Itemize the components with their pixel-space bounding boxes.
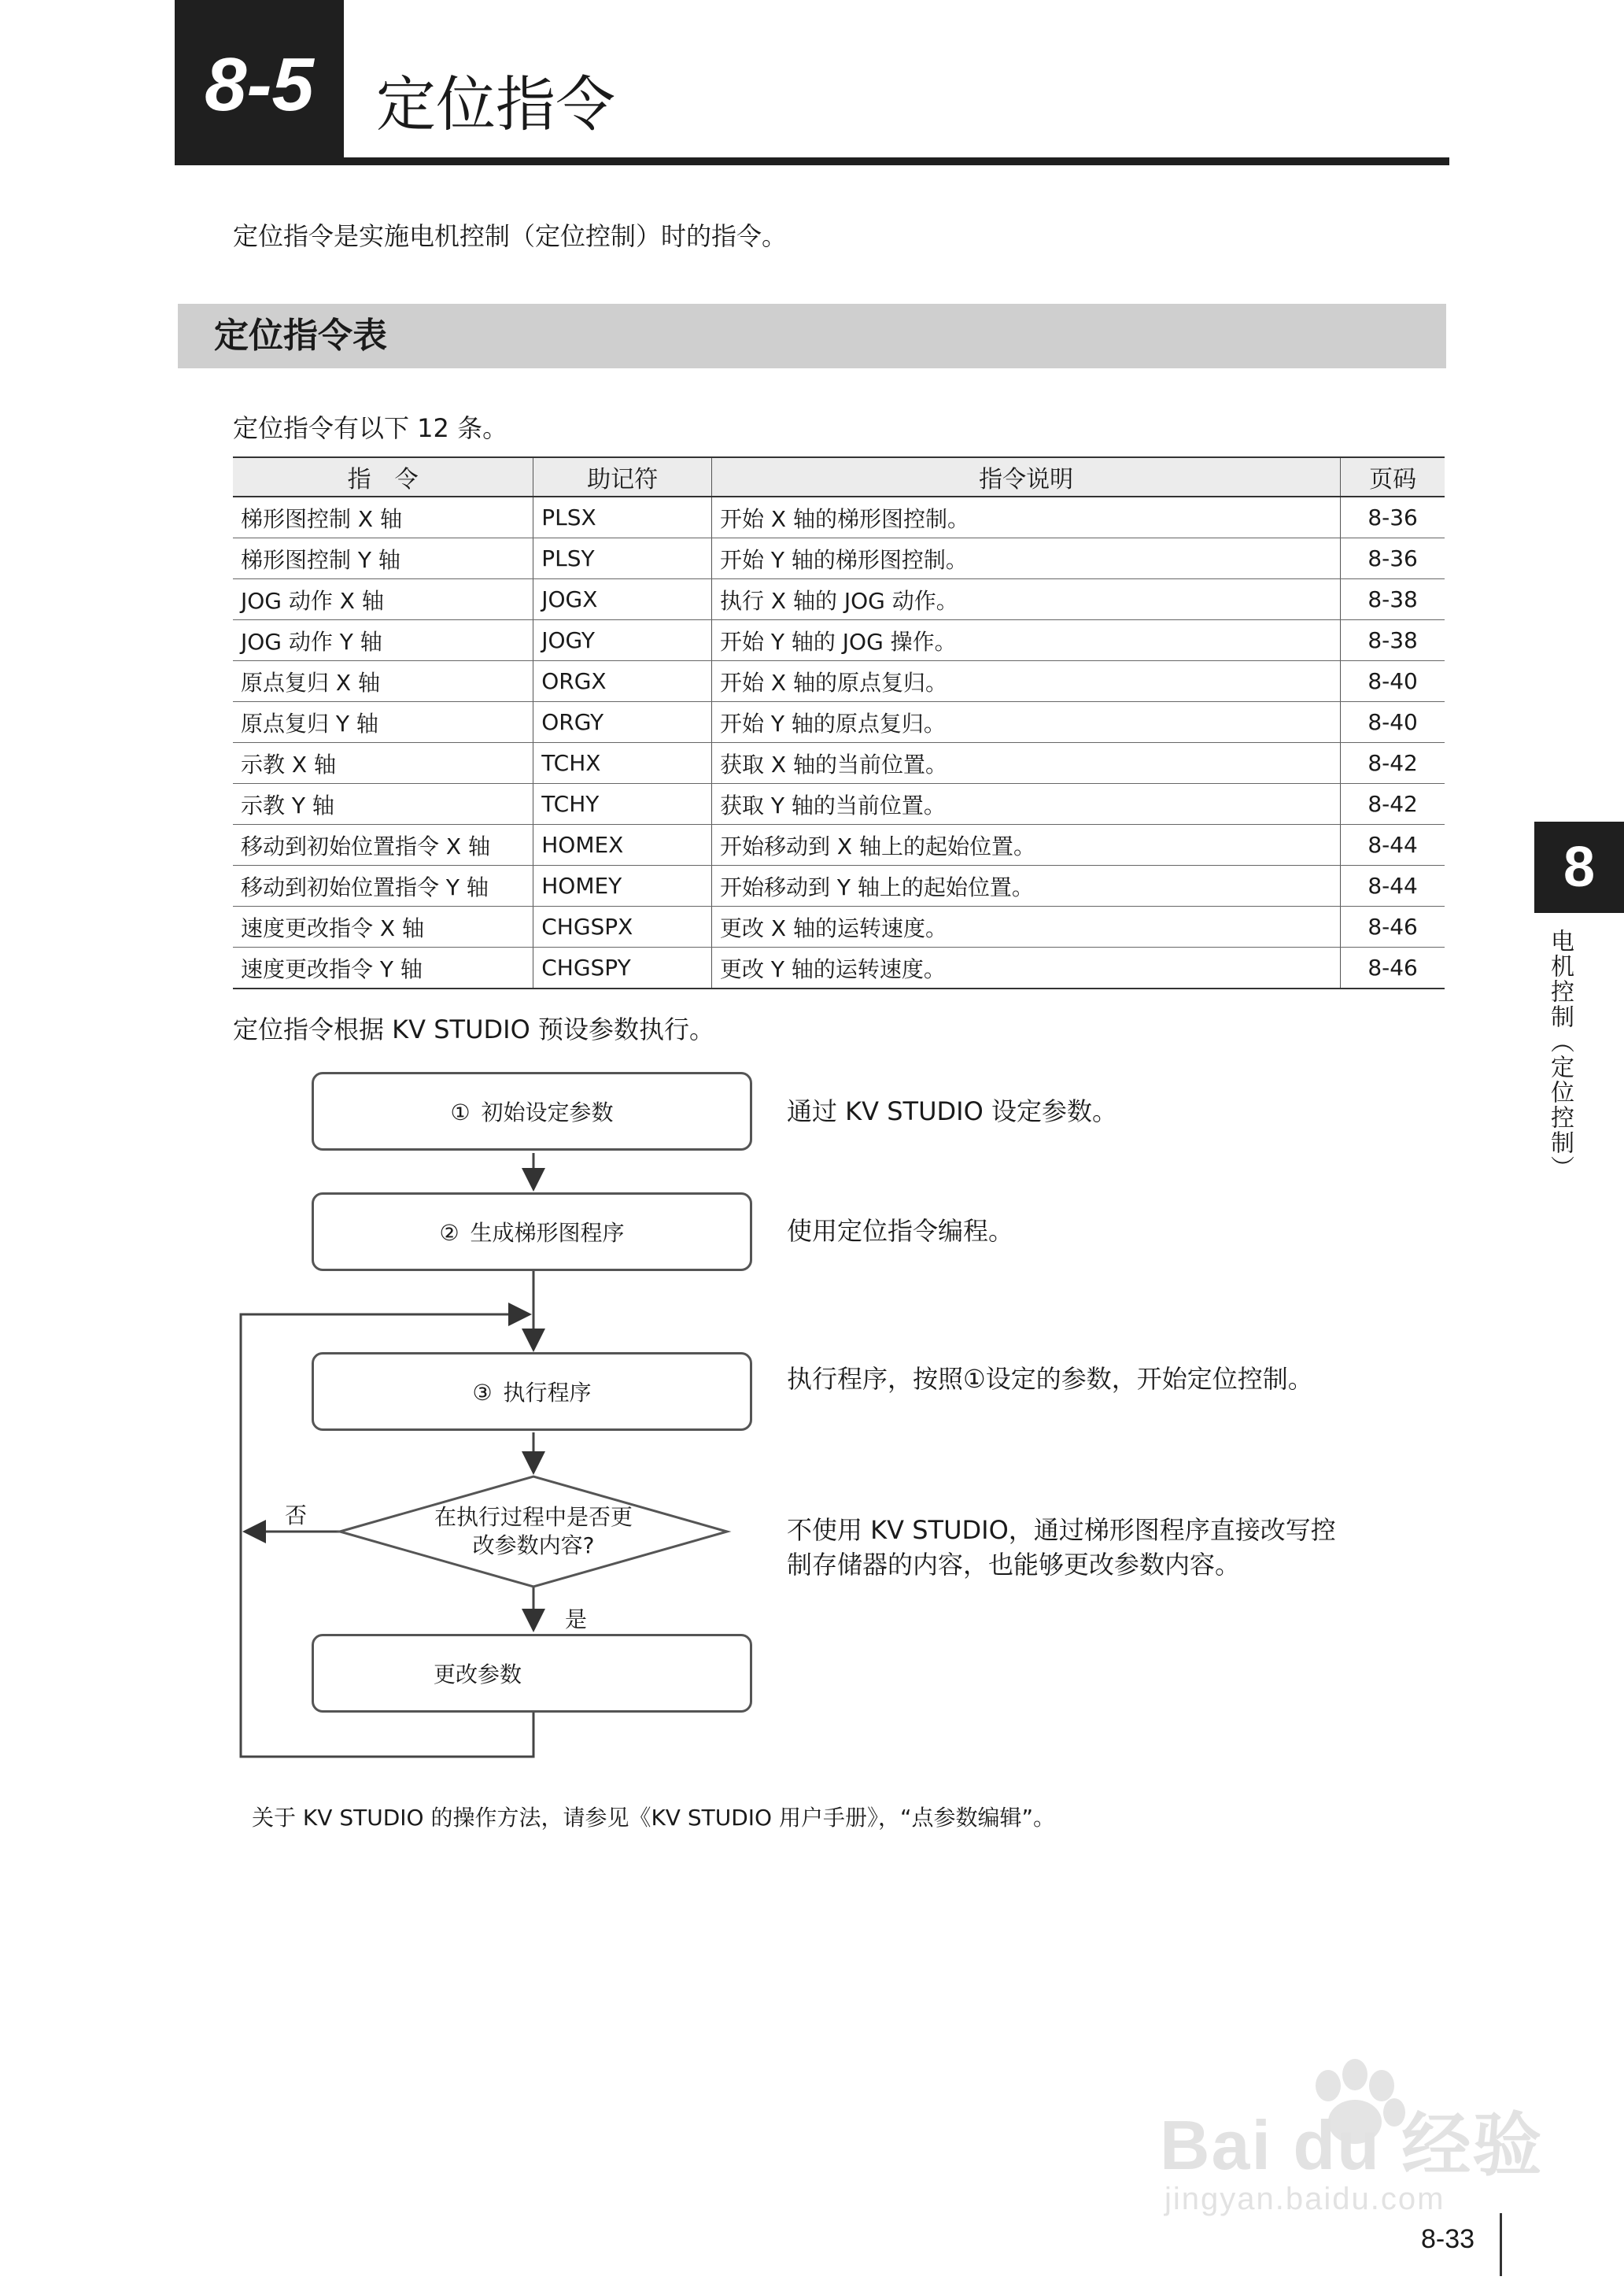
cell-instruction: JOG 动作 X 轴 — [233, 579, 533, 620]
footnote: 关于 KV STUDIO 的操作方法，请参见《KV STUDIO 用户手册》，“点参数编辑”。 — [252, 1805, 1056, 1831]
flow-step-3 — [312, 1352, 752, 1431]
cell-mnemonic: TCHY — [533, 784, 712, 825]
cell-page: 8-40 — [1341, 661, 1445, 702]
cell-instruction: 示教 Y 轴 — [233, 784, 533, 825]
step-2-label: 生成梯形图程序 — [470, 1220, 625, 1246]
page-number: 8-33 — [1421, 2224, 1475, 2254]
intro-paragraph: 定位指令是实施电机控制（定位控制）时的指令。 — [233, 221, 788, 251]
instruction-count: 定位指令有以下 12 条。 — [233, 413, 508, 443]
step-3-number: ③ — [472, 1380, 493, 1406]
cell-mnemonic: ORGX — [533, 661, 712, 702]
cell-description: 执行 X 轴的 JOG 动作。 — [711, 579, 1340, 620]
cell-page: 8-36 — [1341, 538, 1445, 579]
subsection-title: 定位指令表 — [214, 316, 387, 356]
decision-description — [787, 1513, 1336, 1582]
cell-mnemonic: PLSX — [533, 497, 712, 538]
cell-instruction: 梯形图控制 Y 轴 — [233, 538, 533, 579]
cell-description: 开始移动到 X 轴上的起始位置。 — [711, 825, 1340, 866]
step-3-description: 执行程序，按照①设定的参数，开始定位控制。 — [787, 1364, 1313, 1394]
cell-page: 8-44 — [1341, 825, 1445, 866]
cell-mnemonic: HOMEY — [533, 866, 712, 907]
cell-page: 8-42 — [1341, 743, 1445, 784]
cell-page: 8-38 — [1341, 579, 1445, 620]
step-1-description: 通过 KV STUDIO 设定参数。 — [787, 1096, 1117, 1126]
section-title: 定位指令 — [376, 69, 615, 139]
decision-no-label: 否 — [285, 1502, 308, 1528]
cell-description: 开始 Y 轴的原点复归。 — [711, 702, 1340, 743]
step-2-number: ② — [439, 1220, 460, 1246]
cell-mnemonic: CHGSPY — [533, 948, 712, 989]
cell-instruction: JOG 动作 Y 轴 — [233, 620, 533, 661]
cell-instruction: 速度更改指令 Y 轴 — [233, 948, 533, 989]
cell-page: 8-38 — [1341, 620, 1445, 661]
watermark-url: jingyan.baidu.com — [1164, 2182, 1445, 2216]
flow-step-2 — [312, 1192, 752, 1271]
cell-description: 开始 X 轴的梯形图控制。 — [711, 497, 1340, 538]
cell-page: 8-46 — [1341, 907, 1445, 948]
step-4-label: 更改参数 — [434, 1661, 522, 1687]
cell-mnemonic: ORGY — [533, 702, 712, 743]
cell-instruction: 移动到初始位置指令 X 轴 — [233, 825, 533, 866]
watermark-text: Bai du 经验 — [1160, 2106, 1544, 2184]
flow-step-4 — [312, 1634, 752, 1713]
cell-description: 开始 X 轴的原点复归。 — [711, 661, 1340, 702]
cell-description: 获取 X 轴的当前位置。 — [711, 743, 1340, 784]
col-header-instruction: 指 令 — [233, 457, 533, 497]
flow-step-1 — [312, 1072, 752, 1151]
chapter-tab-label: 电机控制（定位控制） — [1546, 929, 1574, 1181]
step-1-label: 初始设定参数 — [481, 1099, 614, 1125]
cell-description: 开始移动到 Y 轴上的起始位置。 — [711, 866, 1340, 907]
page-number-rule — [1500, 2213, 1502, 2276]
parameter-note: 定位指令根据 KV STUDIO 预设参数执行。 — [233, 1014, 714, 1044]
cell-page: 8-46 — [1341, 948, 1445, 989]
decision-line-2: 改参数内容? — [472, 1532, 595, 1558]
step-3-label: 执行程序 — [503, 1380, 592, 1406]
cell-mnemonic: JOGX — [533, 579, 712, 620]
cell-mnemonic: TCHX — [533, 743, 712, 784]
step-1-number: ① — [450, 1099, 471, 1125]
decision-yes-label: 是 — [565, 1606, 588, 1632]
decision-line-1: 在执行过程中是否更 — [434, 1504, 633, 1530]
cell-description: 更改 X 轴的运转速度。 — [711, 907, 1340, 948]
decision-text — [425, 1503, 642, 1560]
cell-page: 8-36 — [1341, 497, 1445, 538]
cell-description: 获取 Y 轴的当前位置。 — [711, 784, 1340, 825]
cell-mnemonic: HOMEX — [533, 825, 712, 866]
cell-page: 8-42 — [1341, 784, 1445, 825]
cell-mnemonic: CHGSPX — [533, 907, 712, 948]
col-header-page: 页码 — [1341, 457, 1445, 497]
cell-mnemonic: PLSY — [533, 538, 712, 579]
chapter-tab-number: 8 — [1534, 822, 1624, 913]
cell-description: 开始 Y 轴的梯形图控制。 — [711, 538, 1340, 579]
cell-instruction: 示教 X 轴 — [233, 743, 533, 784]
cell-page: 8-44 — [1341, 866, 1445, 907]
step-2-description: 使用定位指令编程。 — [787, 1216, 1014, 1246]
col-header-description: 指令说明 — [711, 457, 1340, 497]
section-number: 8-5 — [205, 42, 314, 127]
cell-instruction: 移动到初始位置指令 Y 轴 — [233, 866, 533, 907]
cell-mnemonic: JOGY — [533, 620, 712, 661]
col-header-mnemonic: 助记符 — [533, 457, 712, 497]
cell-description: 开始 Y 轴的 JOG 操作。 — [711, 620, 1340, 661]
cell-page: 8-40 — [1341, 702, 1445, 743]
cell-instruction: 原点复归 X 轴 — [233, 661, 533, 702]
cell-description: 更改 Y 轴的运转速度。 — [711, 948, 1340, 989]
cell-instruction: 梯形图控制 X 轴 — [233, 497, 533, 538]
decision-description-line-1: 不使用 KV STUDIO，通过梯形图程序直接改写控 — [787, 1515, 1336, 1545]
cell-instruction: 速度更改指令 X 轴 — [233, 907, 533, 948]
decision-description-line-2: 制存储器的内容，也能够更改参数内容。 — [787, 1550, 1241, 1580]
cell-instruction: 原点复归 Y 轴 — [233, 702, 533, 743]
